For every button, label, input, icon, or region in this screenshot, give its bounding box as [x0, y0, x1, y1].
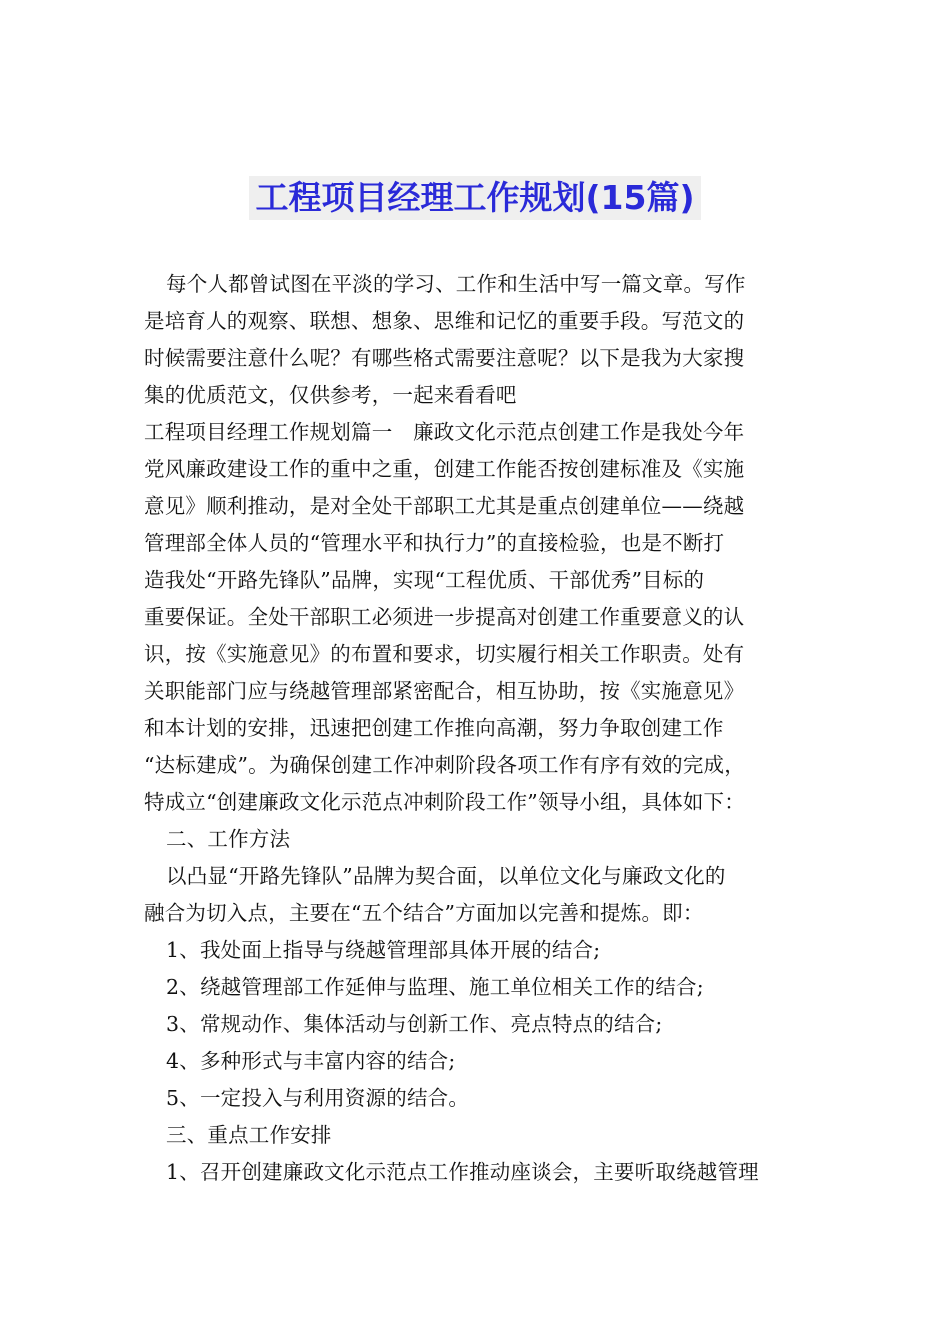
- paragraph-line: 关职能部门应与绕越管理部紧密配合，相互协助，按《实施意见》: [144, 679, 745, 703]
- list-item: 1、我处面上指导与绕越管理部具体开展的结合;: [166, 938, 601, 962]
- paragraph-line: 以凸显“开路先锋队”品牌为契合面，以单位文化与廉政文化的: [166, 864, 726, 888]
- paragraph-line: 特成立“创建廉政文化示范点冲刺阶段工作”领导小组，具体如下：: [144, 790, 745, 814]
- paragraph-line: 识，按《实施意见》的布置和要求，切实履行相关工作职责。处有: [144, 642, 745, 666]
- paragraph-line: “达标建成”。为确保创建工作冲刺阶段各项工作有序有效的完成，: [144, 753, 745, 777]
- title-container: [0, 176, 950, 220]
- document-body: [144, 266, 808, 1191]
- list-item: 2、绕越管理部工作延伸与监理、施工单位相关工作的结合;: [166, 975, 704, 999]
- paragraph-line: 和本计划的安排，迅速把创建工作推向高潮，努力争取创建工作: [144, 716, 724, 740]
- paragraph-line: 是培育人的观察、联想、想象、思维和记忆的重要手段。写范文的: [144, 309, 745, 333]
- paragraph-line: 造我处“开路先锋队”品牌，实现“工程优质、干部优秀”目标的: [144, 568, 705, 592]
- list-item: 5、一定投入与利用资源的结合。: [166, 1086, 470, 1110]
- paragraph-line: 管理部全体人员的“管理水平和执行力”的直接检验，也是不断打: [144, 531, 725, 555]
- paragraph-line: 融合为切入点，主要在“五个结合”方面加以完善和提炼。即：: [144, 901, 704, 925]
- subheading-work-method: 二、工作方法: [166, 827, 291, 851]
- paragraph-line: 意见》顺利推动，是对全处干部职工尤其是重点创建单位——绕越: [144, 494, 745, 518]
- list-item: 3、常规动作、集体活动与创新工作、亮点特点的结合;: [166, 1012, 663, 1036]
- section-heading-line: 工程项目经理工作规划篇一 廉政文化示范点创建工作是我处今年: [144, 420, 745, 444]
- paragraph-line: 重要保证。全处干部职工必须进一步提高对创建工作重要意义的认: [144, 605, 745, 629]
- paragraph-line: 时候需要注意什么呢？有哪些格式需要注意呢？以下是我为大家搜: [144, 346, 745, 370]
- subheading-key-work: 三、重点工作安排: [166, 1123, 332, 1147]
- paragraph-line: 集的优质范文，仅供参考，一起来看看吧: [144, 383, 517, 407]
- document-title: 工程项目经理工作规划(15篇): [249, 176, 700, 220]
- list-item: 4、多种形式与丰富内容的结合;: [166, 1049, 456, 1073]
- paragraph-line: 党风廉政建设工作的重中之重，创建工作能否按创建标准及《实施: [144, 457, 745, 481]
- list-item: 1、召开创建廉政文化示范点工作推动座谈会，主要听取绕越管理: [166, 1160, 759, 1184]
- paragraph-line: 每个人都曾试图在平淡的学习、工作和生活中写一篇文章。写作: [166, 272, 746, 296]
